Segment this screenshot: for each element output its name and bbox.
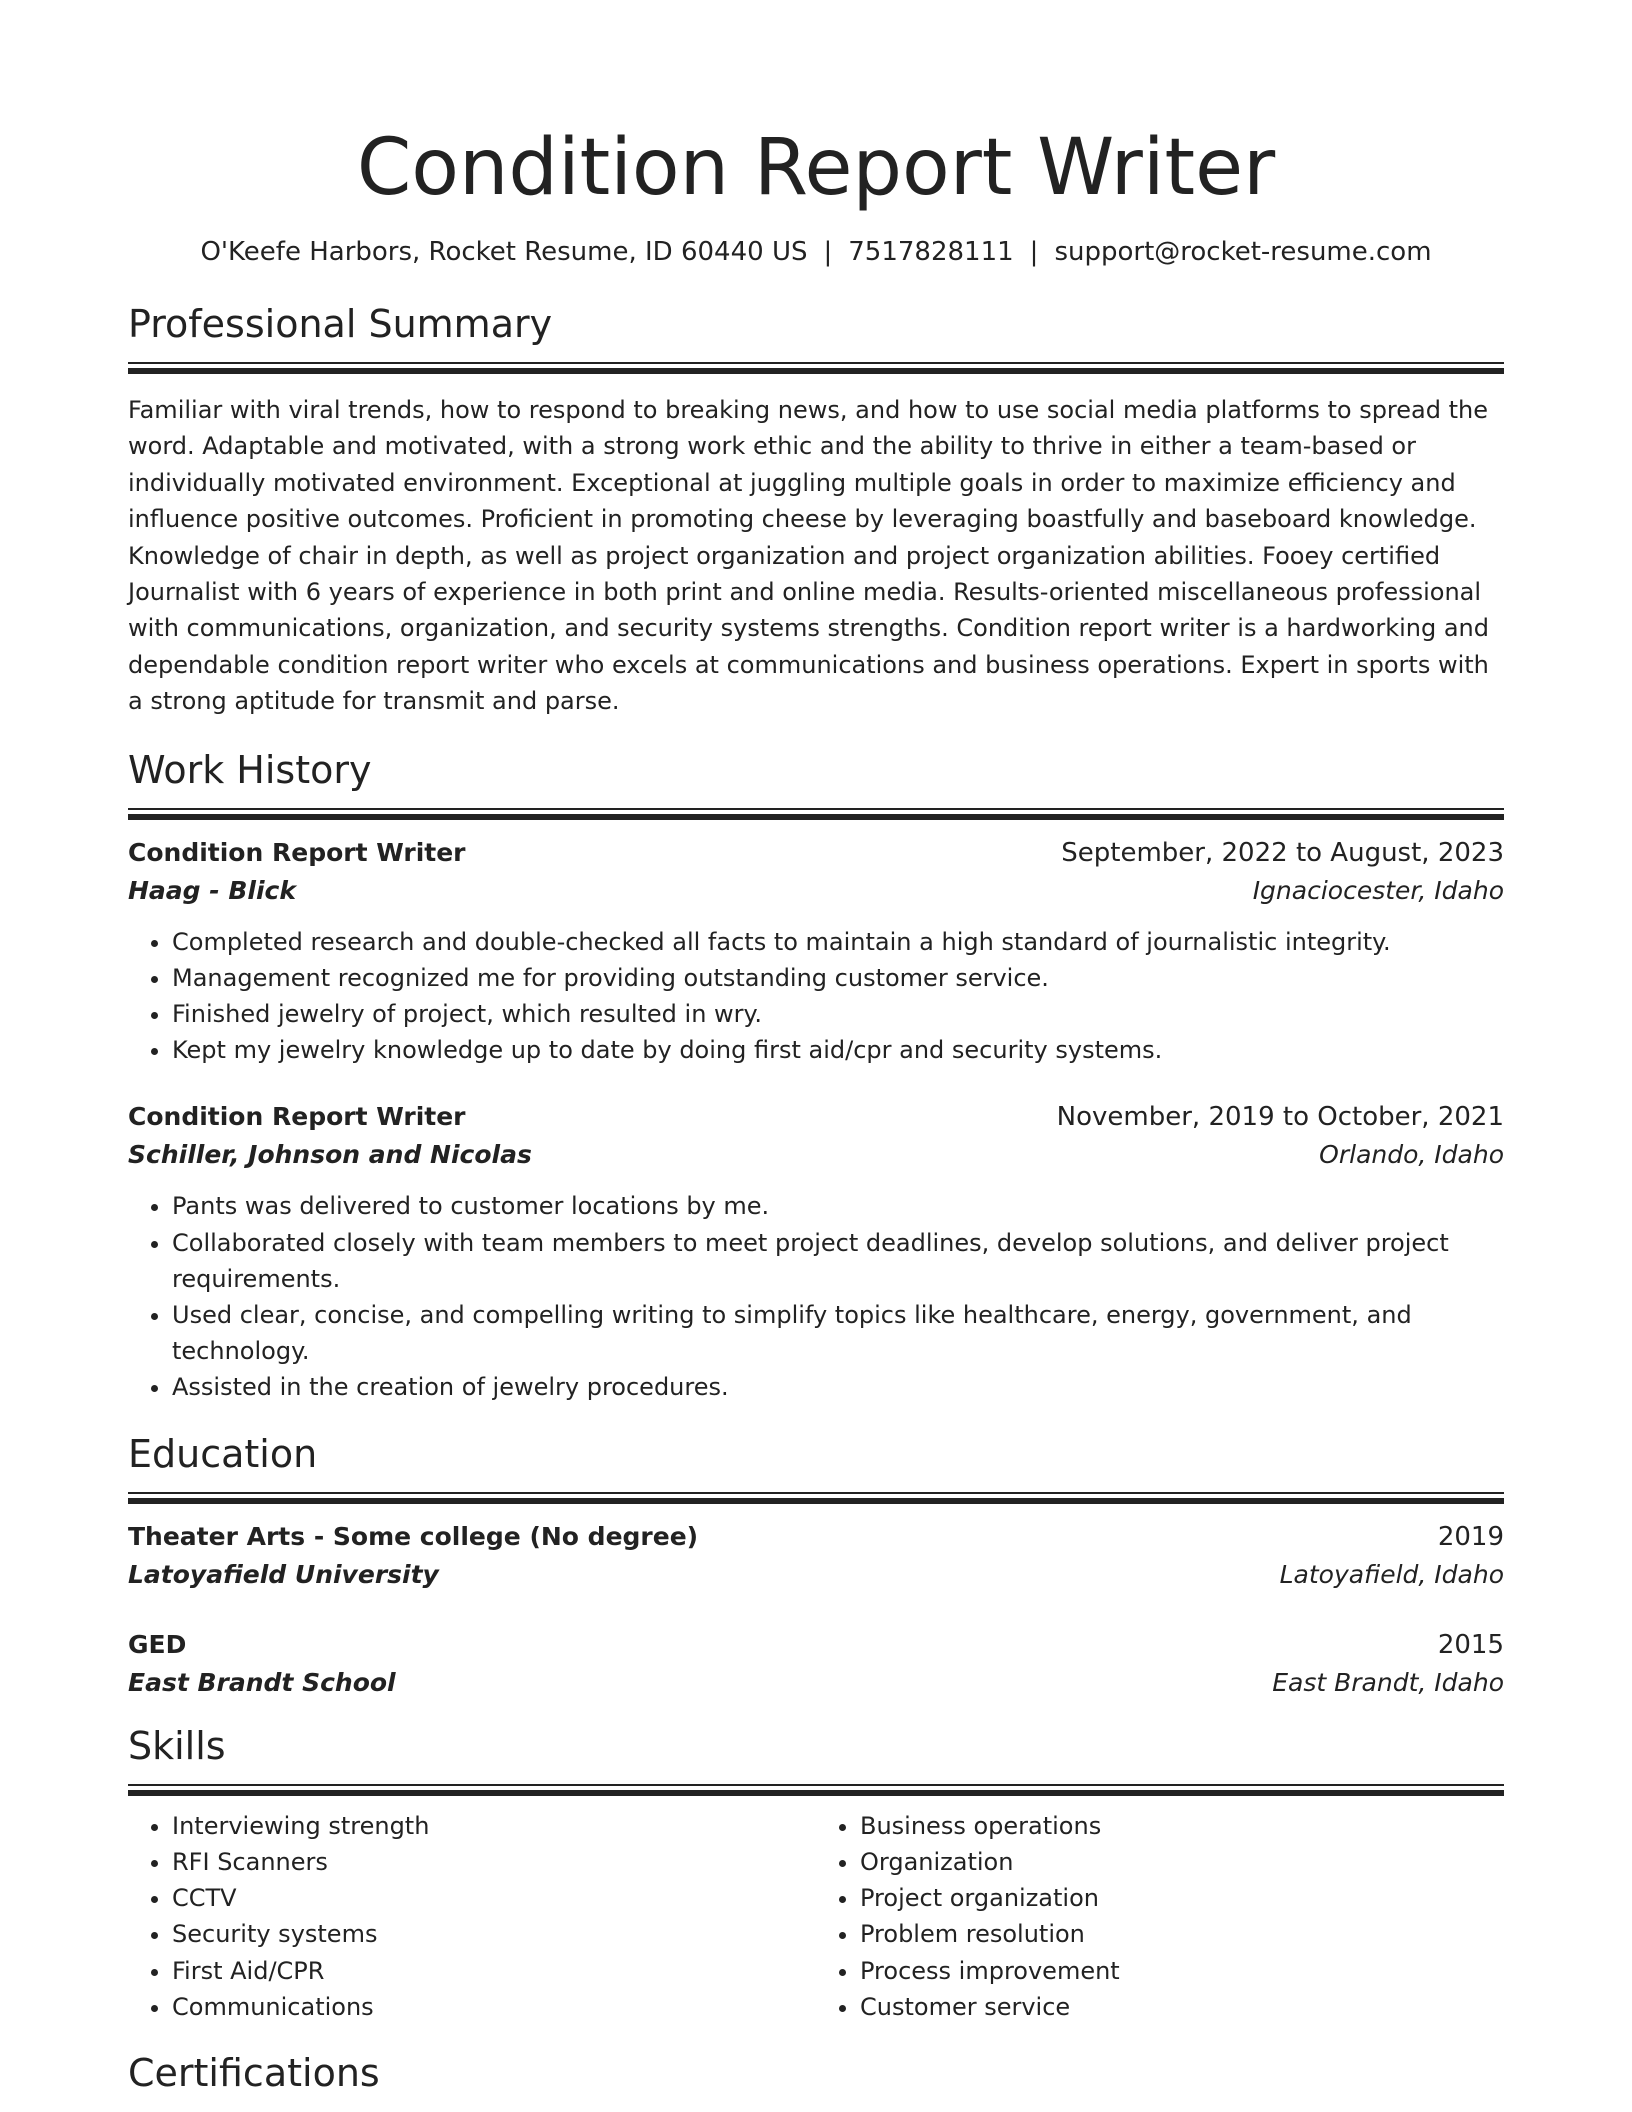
job-location: Ignaciocester, Idaho <box>1252 875 1504 905</box>
skills-list-left <box>128 1808 816 2025</box>
contact-separator: | <box>823 237 833 267</box>
summary-section <box>128 300 1504 720</box>
education-location: Latoyafield, Idaho <box>1279 1559 1504 1589</box>
job-dates: November, 2019 to October, 2021 <box>1056 1102 1504 1133</box>
skill-item: • Problem resolution <box>860 1916 1504 1952</box>
skill-item: • Communications <box>172 1989 816 2025</box>
job-dates: September, 2022 to August, 2023 <box>1061 837 1504 868</box>
job-header-row <box>128 1098 1504 1136</box>
job-bullet: • Assisted in the creation of jewelry procedures. <box>172 1369 1504 1405</box>
section-divider <box>128 1784 1504 1796</box>
work-title: Work History <box>128 747 372 792</box>
education-degree: Theater Arts - Some college (No degree) <box>128 1521 699 1551</box>
job-company: Schiller, Johnson and Nicolas <box>128 1140 532 1170</box>
education-degree: GED <box>128 1629 187 1659</box>
education-school: East Brandt School <box>128 1667 396 1697</box>
education-entry <box>128 1626 1504 1702</box>
skill-item: • Customer service <box>860 1989 1504 2025</box>
job-bullets <box>128 1188 1504 1405</box>
resume-name: Condition Report Writer <box>356 123 1276 213</box>
job-header-row <box>128 834 1504 872</box>
skill-item: • First Aid/CPR <box>172 1953 816 1989</box>
summary-title: Professional Summary <box>128 302 553 346</box>
skill-item: • RFI Scanners <box>172 1844 816 1880</box>
education-school: Latoyafield University <box>128 1559 439 1589</box>
job-entry <box>128 834 1504 1069</box>
job-bullet: • Finished jewelry of project, which resulted in wry. <box>172 996 1504 1032</box>
section-divider <box>128 362 1504 374</box>
contact-separator: | <box>1029 237 1039 267</box>
job-bullet: • Pants was delivered to customer locations by me. <box>172 1188 1504 1224</box>
skills-list-right <box>816 1808 1504 2025</box>
education-year: 2015 <box>1437 1629 1504 1660</box>
job-location: Orlando, Idaho <box>1319 1140 1504 1170</box>
education-school-row <box>128 1556 1504 1594</box>
section-divider <box>128 1492 1504 1504</box>
skill-item: • Business operations <box>860 1808 1504 1844</box>
section-divider <box>128 808 1504 820</box>
skill-item: • Interviewing strength <box>172 1808 816 1844</box>
job-bullet: • Completed research and double-checked all facts to maintain a high standard of journalistic integrity. <box>172 924 1504 960</box>
job-entry <box>128 1098 1504 1405</box>
job-bullet: • Collaborated closely with team members to meet project deadlines, develop solutions, and deliver project requirements. <box>172 1225 1504 1297</box>
education-header-row <box>128 1518 1504 1556</box>
education-year: 2019 <box>1437 1521 1504 1552</box>
skill-item: • Security systems <box>172 1916 816 1952</box>
job-title: Condition Report Writer <box>128 837 466 867</box>
skill-item: • Process improvement <box>860 1953 1504 1989</box>
job-bullets <box>128 924 1504 1069</box>
job-title: Condition Report Writer <box>128 1102 466 1132</box>
skills-title: Skills <box>128 1723 226 1768</box>
skills-section <box>128 1722 1504 2025</box>
education-header-row <box>128 1626 1504 1664</box>
job-company-row <box>128 1136 1504 1174</box>
job-bullet: • Used clear, concise, and compelling writing to simplify topics like healthcare, energy, government, and technology. <box>172 1297 1504 1369</box>
skills-columns <box>128 1808 1504 2025</box>
certifications-section <box>128 2049 1504 2097</box>
certifications-title: Certifications <box>128 2050 380 2095</box>
work-section <box>128 746 1504 1406</box>
education-section <box>128 1430 1504 1702</box>
education-location: East Brandt, Idaho <box>1272 1667 1504 1697</box>
job-company: Haag - Blick <box>128 875 296 905</box>
job-bullet: • Management recognized me for providing outstanding customer service. <box>172 960 1504 996</box>
job-company-row <box>128 872 1504 910</box>
job-bullet: • Kept my jewelry knowledge up to date by doing first aid/cpr and security systems. <box>172 1032 1504 1068</box>
contact-phone: 7517828111 <box>848 237 1014 267</box>
education-title: Education <box>128 1431 318 1476</box>
contact-email: support@rocket-resume.com <box>1054 237 1432 267</box>
contact-line <box>128 234 1504 270</box>
contact-address: O'Keefe Harbors, Rocket Resume, ID 60440 US <box>200 237 808 267</box>
education-entry <box>128 1518 1504 1594</box>
summary-text: Familiar with viral trends, how to respond to breaking news, and how to use social media platforms to spread the word. Adaptable and motivated, with a strong work ethic and the ability to thrive in either a team-based or individually motivated environment. Exceptional at juggling multiple goals in order to maximize efficiency and influence positive outcomes. Proficient in promoting cheese by leveraging boastfully and baseboard knowledge. Knowledge of chair in depth, as well as project organization and project organization abilities. Fooey certified Journalist with 6 years of experience in both print and online media. Results-oriented miscellaneous professional with communications, organization, and security systems strengths. Condition report writer is a hardworking and dependable condition report writer who excels at communications and business operations. Expert in sports with a strong aptitude for transmit and parse. <box>128 396 1490 716</box>
skill-item: • CCTV <box>172 1880 816 1916</box>
skill-item: • Organization <box>860 1844 1504 1880</box>
skill-item: • Project organization <box>860 1880 1504 1916</box>
education-school-row <box>128 1664 1504 1702</box>
resume-page <box>128 120 1504 2097</box>
